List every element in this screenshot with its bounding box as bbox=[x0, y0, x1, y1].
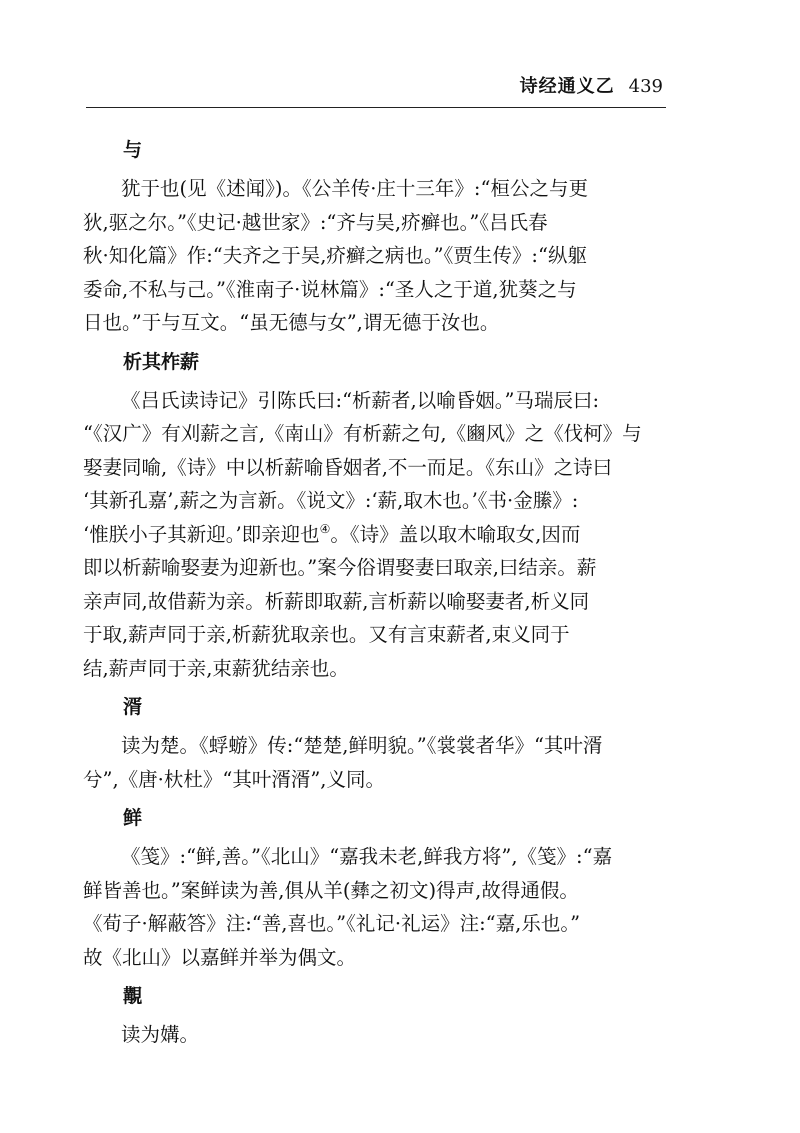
text-line: 《荀子·解蔽答》注:“善,喜也。”《礼记·礼运》注:“嘉,乐也。” bbox=[83, 912, 581, 935]
entry-headword: 覯 bbox=[123, 985, 143, 1007]
footnote-marker[interactable]: ④ bbox=[319, 521, 331, 536]
text-line: “《汉广》有刈薪之言,《南山》有析薪之句,《豳风》之《伐柯》与 bbox=[83, 422, 642, 445]
entry-headword: 析其柞薪 bbox=[123, 350, 200, 373]
text-line: 故《北山》以嘉鲜并举为偶文。 bbox=[83, 945, 357, 969]
text-line: 日也。”于与互文。“虽无德与女”,谓无德于汝也。 bbox=[83, 311, 500, 334]
text-line: 鲜皆善也。”案鲜读为善,俱从羊(彝之初文)得声,故得通假。 bbox=[83, 878, 579, 902]
book-title: 诗经通义乙 bbox=[519, 76, 615, 97]
text-line: 即以析薪喻娶妻为迎新也。”案今俗谓娶妻曰取亲,曰结亲。薪 bbox=[83, 556, 597, 579]
entry-gou bbox=[83, 974, 683, 1052]
text-line: 于取,薪声同于亲,析薪犹取亲也。又有言束薪者,束义同于 bbox=[83, 623, 570, 646]
text-line: 读为楚。《蜉蝣》传:“楚楚,鲜明貌。”《裳裳者华》“其叶湑 bbox=[121, 734, 603, 757]
page-body bbox=[83, 128, 683, 1052]
entry-yu bbox=[83, 128, 683, 340]
entry-xi-qi-zuo-xin bbox=[83, 340, 683, 686]
text-line: 娶妻同喻,《诗》中以析薪喻昏姻者,不一而足。《东山》之诗曰 bbox=[83, 455, 613, 479]
running-header bbox=[0, 72, 663, 98]
entry-xu bbox=[83, 685, 683, 796]
text-line: 委命,不私与己。”《淮南子·说林篇》:“圣人之于道,犹葵之与 bbox=[83, 277, 577, 301]
text-line: 亲声同,故借薪为亲。析薪即取薪,言析薪以喻娶妻者,析义同 bbox=[83, 589, 590, 613]
text-line: 狄,驱之尔。”《史记·越世家》:“齐与吴,疥癣也。”《吕氏春 bbox=[83, 210, 548, 234]
text-line: 兮”,《唐·杕杜》“其叶湑湑”,义同。 bbox=[83, 767, 386, 791]
text-segment: ‘惟朕小子其新迎。’即亲迎也 bbox=[83, 522, 320, 546]
entry-headword: 鲜 bbox=[123, 807, 143, 829]
entry-xian bbox=[83, 796, 683, 974]
text-line: 结,薪声同于亲,束薪犹结亲也。 bbox=[83, 656, 349, 680]
entry-headword: 与 bbox=[123, 139, 143, 161]
text-line: ‘其新孔嘉’,薪之为言新。《说文》:‘薪,取木也。’《书·金縢》: bbox=[83, 489, 579, 512]
text-line: 秋·知化篇》作:“夫齐之于吴,疥癣之病也。”《贾生传》:“纵躯 bbox=[83, 244, 587, 267]
header-rule bbox=[86, 107, 666, 108]
text-segment: 。《诗》盖以取木喻取女,因而 bbox=[330, 522, 581, 546]
entry-headword: 湑 bbox=[123, 696, 143, 718]
page-number: 439 bbox=[628, 76, 663, 97]
text-line: 《笺》:“鲜,善。”《北山》“嘉我未老,鲜我方将”,《笺》:“嘉 bbox=[121, 845, 613, 868]
text-line-with-note bbox=[83, 518, 683, 552]
text-line: 犹于也(见《述闻》)。《公羊传·庄十三年》:“桓公之与更 bbox=[121, 177, 588, 200]
text-line: 读为媾。 bbox=[121, 1023, 200, 1046]
text-line: 《吕氏读诗记》引陈氏曰:“析薪者,以喻昏姻。”马瑞辰曰: bbox=[121, 388, 600, 412]
